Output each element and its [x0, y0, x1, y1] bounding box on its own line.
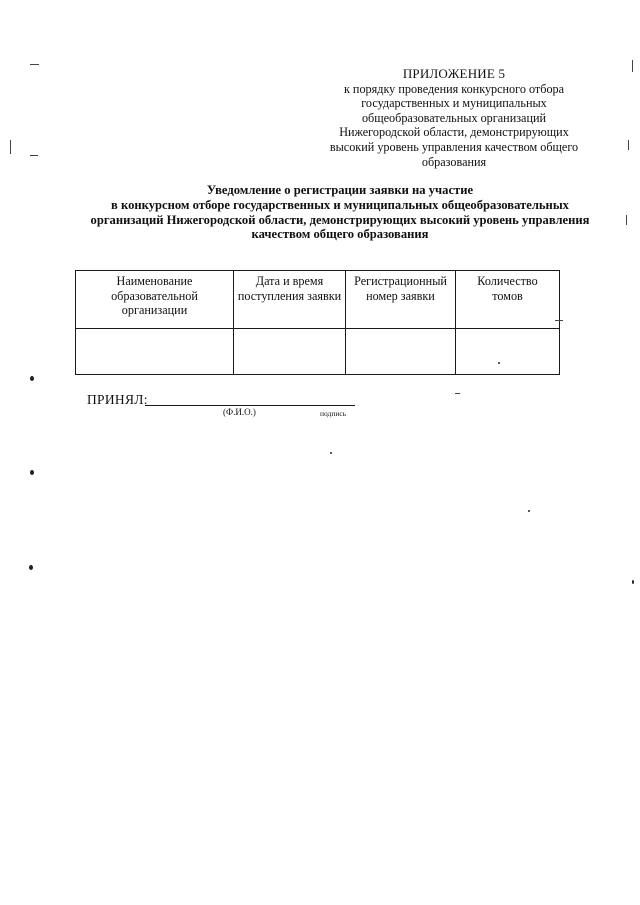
scan-artifact — [30, 376, 34, 381]
table-row — [76, 329, 560, 375]
notice-line: качеством общего образования — [251, 227, 429, 242]
appendix-block — [320, 67, 588, 169]
scan-artifact — [29, 565, 33, 570]
accepted-label: ПРИНЯЛ: — [87, 392, 148, 407]
appendix-line: к порядку проведения конкурсного отбора — [343, 81, 565, 96]
notice-line: организаций Нижегородской области, демонстрирующих высокий уровень управления — [90, 212, 590, 227]
scan-artifact — [30, 64, 39, 65]
appendix-line: общеобразовательных организаций — [361, 110, 547, 125]
table-cell[interactable] — [346, 329, 456, 375]
scan-artifact — [10, 140, 11, 154]
fio-label: (Ф.И.О.) — [223, 407, 256, 417]
scan-artifact — [628, 140, 629, 150]
scan-artifact — [632, 580, 634, 584]
signature-label: подпись — [320, 409, 347, 418]
notice-line: в конкурсном отборе государственных и муниципальных общеобразовательных — [111, 197, 569, 212]
signature-line[interactable] — [145, 405, 355, 406]
scan-artifact — [30, 470, 34, 475]
header-volume-count: Количество томов — [456, 271, 560, 329]
scan-artifact — [30, 155, 38, 156]
scan-artifact — [330, 452, 332, 454]
appendix-line: образования — [421, 154, 487, 169]
notice-line: Уведомление о регистрации заявки на участие — [206, 183, 474, 197]
scan-artifact — [455, 393, 460, 394]
registration-table — [75, 270, 560, 375]
scan-artifact — [498, 362, 500, 364]
header-registration-number: Регистрационный номер заявки — [346, 271, 456, 329]
appendix-title: ПРИЛОЖЕНИЕ 5 — [402, 66, 506, 81]
header-date-time: Дата и время поступления заявки — [234, 271, 346, 329]
table-cell[interactable] — [456, 329, 560, 375]
header-organization-name: Наименование образовательной организации — [76, 271, 234, 329]
scan-artifact — [555, 320, 563, 321]
notice-title — [60, 183, 620, 242]
scan-artifact — [632, 60, 633, 72]
table-header-row — [76, 271, 560, 329]
appendix-line: Нижегородской области, демонстрирующих — [339, 125, 569, 140]
table-cell[interactable] — [234, 329, 346, 375]
appendix-line: государственных и муниципальных — [361, 96, 547, 111]
table-cell[interactable] — [76, 329, 234, 375]
scan-artifact — [626, 215, 627, 225]
appendix-line: высокий уровень управления качеством общего — [329, 139, 579, 154]
scan-artifact — [528, 510, 530, 512]
